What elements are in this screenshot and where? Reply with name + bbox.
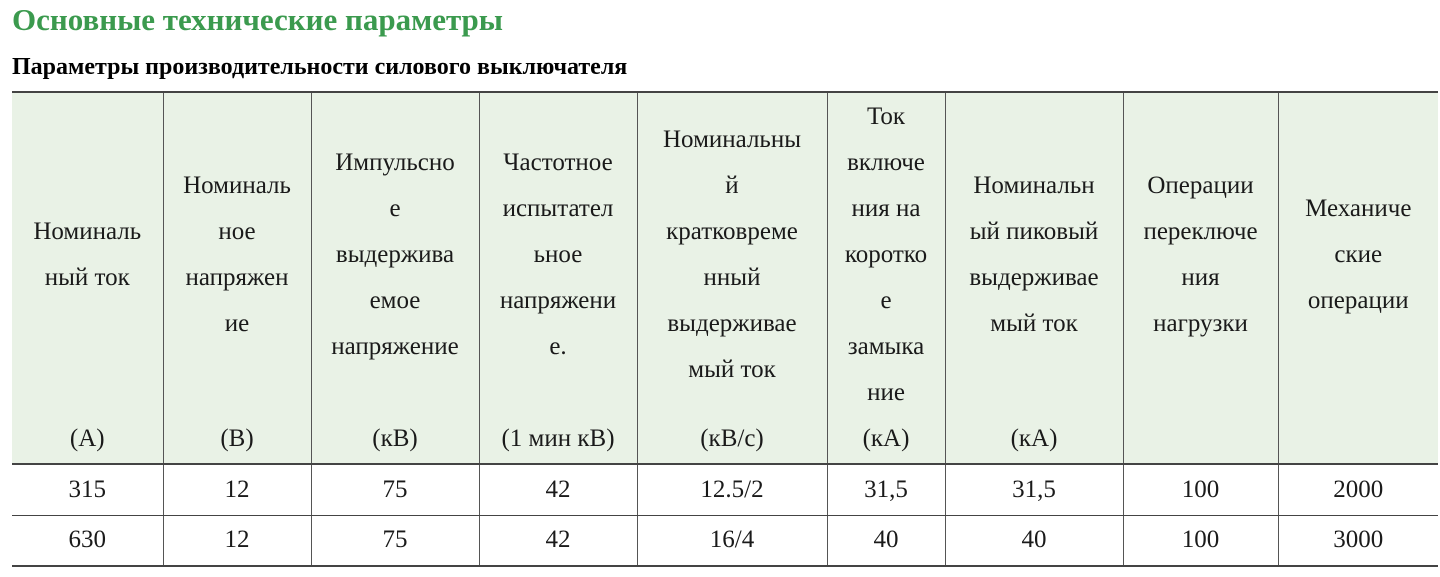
table-cell: 2000 bbox=[1278, 464, 1438, 515]
column-header bbox=[163, 92, 311, 464]
column-unit: (кВ/с) bbox=[700, 425, 764, 452]
page-title: Основные технические параметры bbox=[12, 2, 504, 37]
column-header-line: Механиче bbox=[1305, 195, 1412, 222]
column-header-line: Номиналь bbox=[33, 218, 142, 245]
column-header-line: напряжение bbox=[331, 333, 459, 360]
column-header-line: ние bbox=[867, 379, 905, 406]
column-header bbox=[1123, 92, 1278, 464]
column-header-line: напряжени bbox=[499, 287, 617, 314]
column-header-line: нагрузки bbox=[1153, 310, 1248, 337]
column-header bbox=[12, 92, 163, 464]
column-header-line: выдержива bbox=[335, 241, 455, 268]
parameters-table bbox=[12, 91, 1438, 567]
column-header bbox=[1278, 92, 1438, 464]
table-caption: Параметры производительности силового выключателя bbox=[12, 54, 628, 80]
column-header bbox=[311, 92, 479, 464]
table-body bbox=[12, 464, 1438, 566]
table-cell: 40 bbox=[827, 515, 945, 566]
table-cell: 75 bbox=[311, 515, 479, 566]
column-header-line: ния bbox=[1181, 264, 1220, 291]
table-cell: 315 bbox=[12, 464, 163, 515]
column-unit: (кА) bbox=[862, 425, 910, 452]
column-header-line: выдерживае bbox=[667, 310, 797, 337]
column-header-name bbox=[948, 93, 1121, 417]
column-header-line: е bbox=[389, 195, 401, 222]
column-header-line: е. bbox=[549, 333, 567, 360]
table-cell: 42 bbox=[479, 515, 637, 566]
column-header-line: переключе bbox=[1143, 218, 1258, 245]
table-row bbox=[12, 515, 1438, 566]
table-cell: 31,5 bbox=[827, 464, 945, 515]
column-header-line: ьное bbox=[533, 241, 583, 268]
table-cell: 100 bbox=[1123, 464, 1278, 515]
column-header-line: Операции bbox=[1147, 172, 1254, 199]
table-cell: 42 bbox=[479, 464, 637, 515]
column-header bbox=[479, 92, 637, 464]
column-header-line: операции bbox=[1307, 287, 1409, 314]
table-row bbox=[12, 464, 1438, 515]
column-header-name bbox=[166, 93, 309, 417]
column-header-line: е bbox=[880, 287, 892, 314]
column-header-name bbox=[640, 93, 825, 417]
column-header-name bbox=[314, 93, 477, 417]
column-unit bbox=[1124, 417, 1278, 461]
column-header-line: мый ток bbox=[688, 356, 776, 383]
column-header-line: включе bbox=[847, 149, 925, 176]
column-header-name bbox=[1281, 93, 1437, 417]
column-unit: (1 мин кВ) bbox=[501, 425, 615, 452]
column-unit bbox=[1279, 417, 1439, 461]
column-header-line: ния на bbox=[851, 195, 921, 222]
column-header-line: ие bbox=[224, 310, 250, 337]
column-header-name bbox=[830, 93, 943, 417]
column-unit: (кА) bbox=[1010, 425, 1058, 452]
column-header bbox=[945, 92, 1123, 464]
column-header-line: нный bbox=[703, 264, 761, 291]
column-header-line: Ток bbox=[866, 103, 906, 130]
column-header bbox=[827, 92, 945, 464]
column-unit: (кВ) bbox=[372, 425, 418, 452]
column-header bbox=[637, 92, 827, 464]
column-header-line: испытател bbox=[502, 195, 614, 222]
column-header-line: Номинальн bbox=[973, 172, 1095, 199]
column-header-line: ный ток bbox=[44, 264, 130, 291]
column-header-line: емое bbox=[369, 287, 421, 314]
table-cell: 12.5/2 bbox=[637, 464, 827, 515]
column-header-line: ый пиковый bbox=[969, 218, 1099, 245]
column-header-line: Импульсно bbox=[335, 149, 455, 176]
column-header-line: ное bbox=[218, 218, 256, 245]
column-header-line: ские bbox=[1334, 241, 1383, 268]
column-header-line: Номиналь bbox=[183, 172, 291, 199]
column-header-line: кратковреме bbox=[666, 218, 798, 245]
column-header-name bbox=[482, 93, 635, 417]
table-cell: 100 bbox=[1123, 515, 1278, 566]
column-header-line: выдерживае bbox=[969, 264, 1099, 291]
column-unit: (А) bbox=[69, 425, 105, 452]
table-cell: 12 bbox=[163, 515, 311, 566]
column-unit: (В) bbox=[220, 425, 254, 452]
column-header-line: мый ток bbox=[990, 310, 1078, 337]
column-header-name bbox=[14, 93, 161, 417]
table-cell: 630 bbox=[12, 515, 163, 566]
table-cell: 40 bbox=[945, 515, 1123, 566]
table-cell: 75 bbox=[311, 464, 479, 515]
column-header-line: й bbox=[725, 172, 739, 199]
table-cell: 12 bbox=[163, 464, 311, 515]
table-cell: 3000 bbox=[1278, 515, 1438, 566]
column-header-name bbox=[1126, 93, 1276, 417]
column-header-line: замыка bbox=[847, 333, 925, 360]
column-header-line: Номинальны bbox=[662, 126, 802, 153]
column-header-line: коротко bbox=[844, 241, 928, 268]
table-cell: 16/4 bbox=[637, 515, 827, 566]
column-header-line: напряжен bbox=[185, 264, 289, 291]
table-header-row bbox=[12, 92, 1438, 464]
table-cell: 31,5 bbox=[945, 464, 1123, 515]
column-header-line: Частотное bbox=[503, 149, 613, 176]
